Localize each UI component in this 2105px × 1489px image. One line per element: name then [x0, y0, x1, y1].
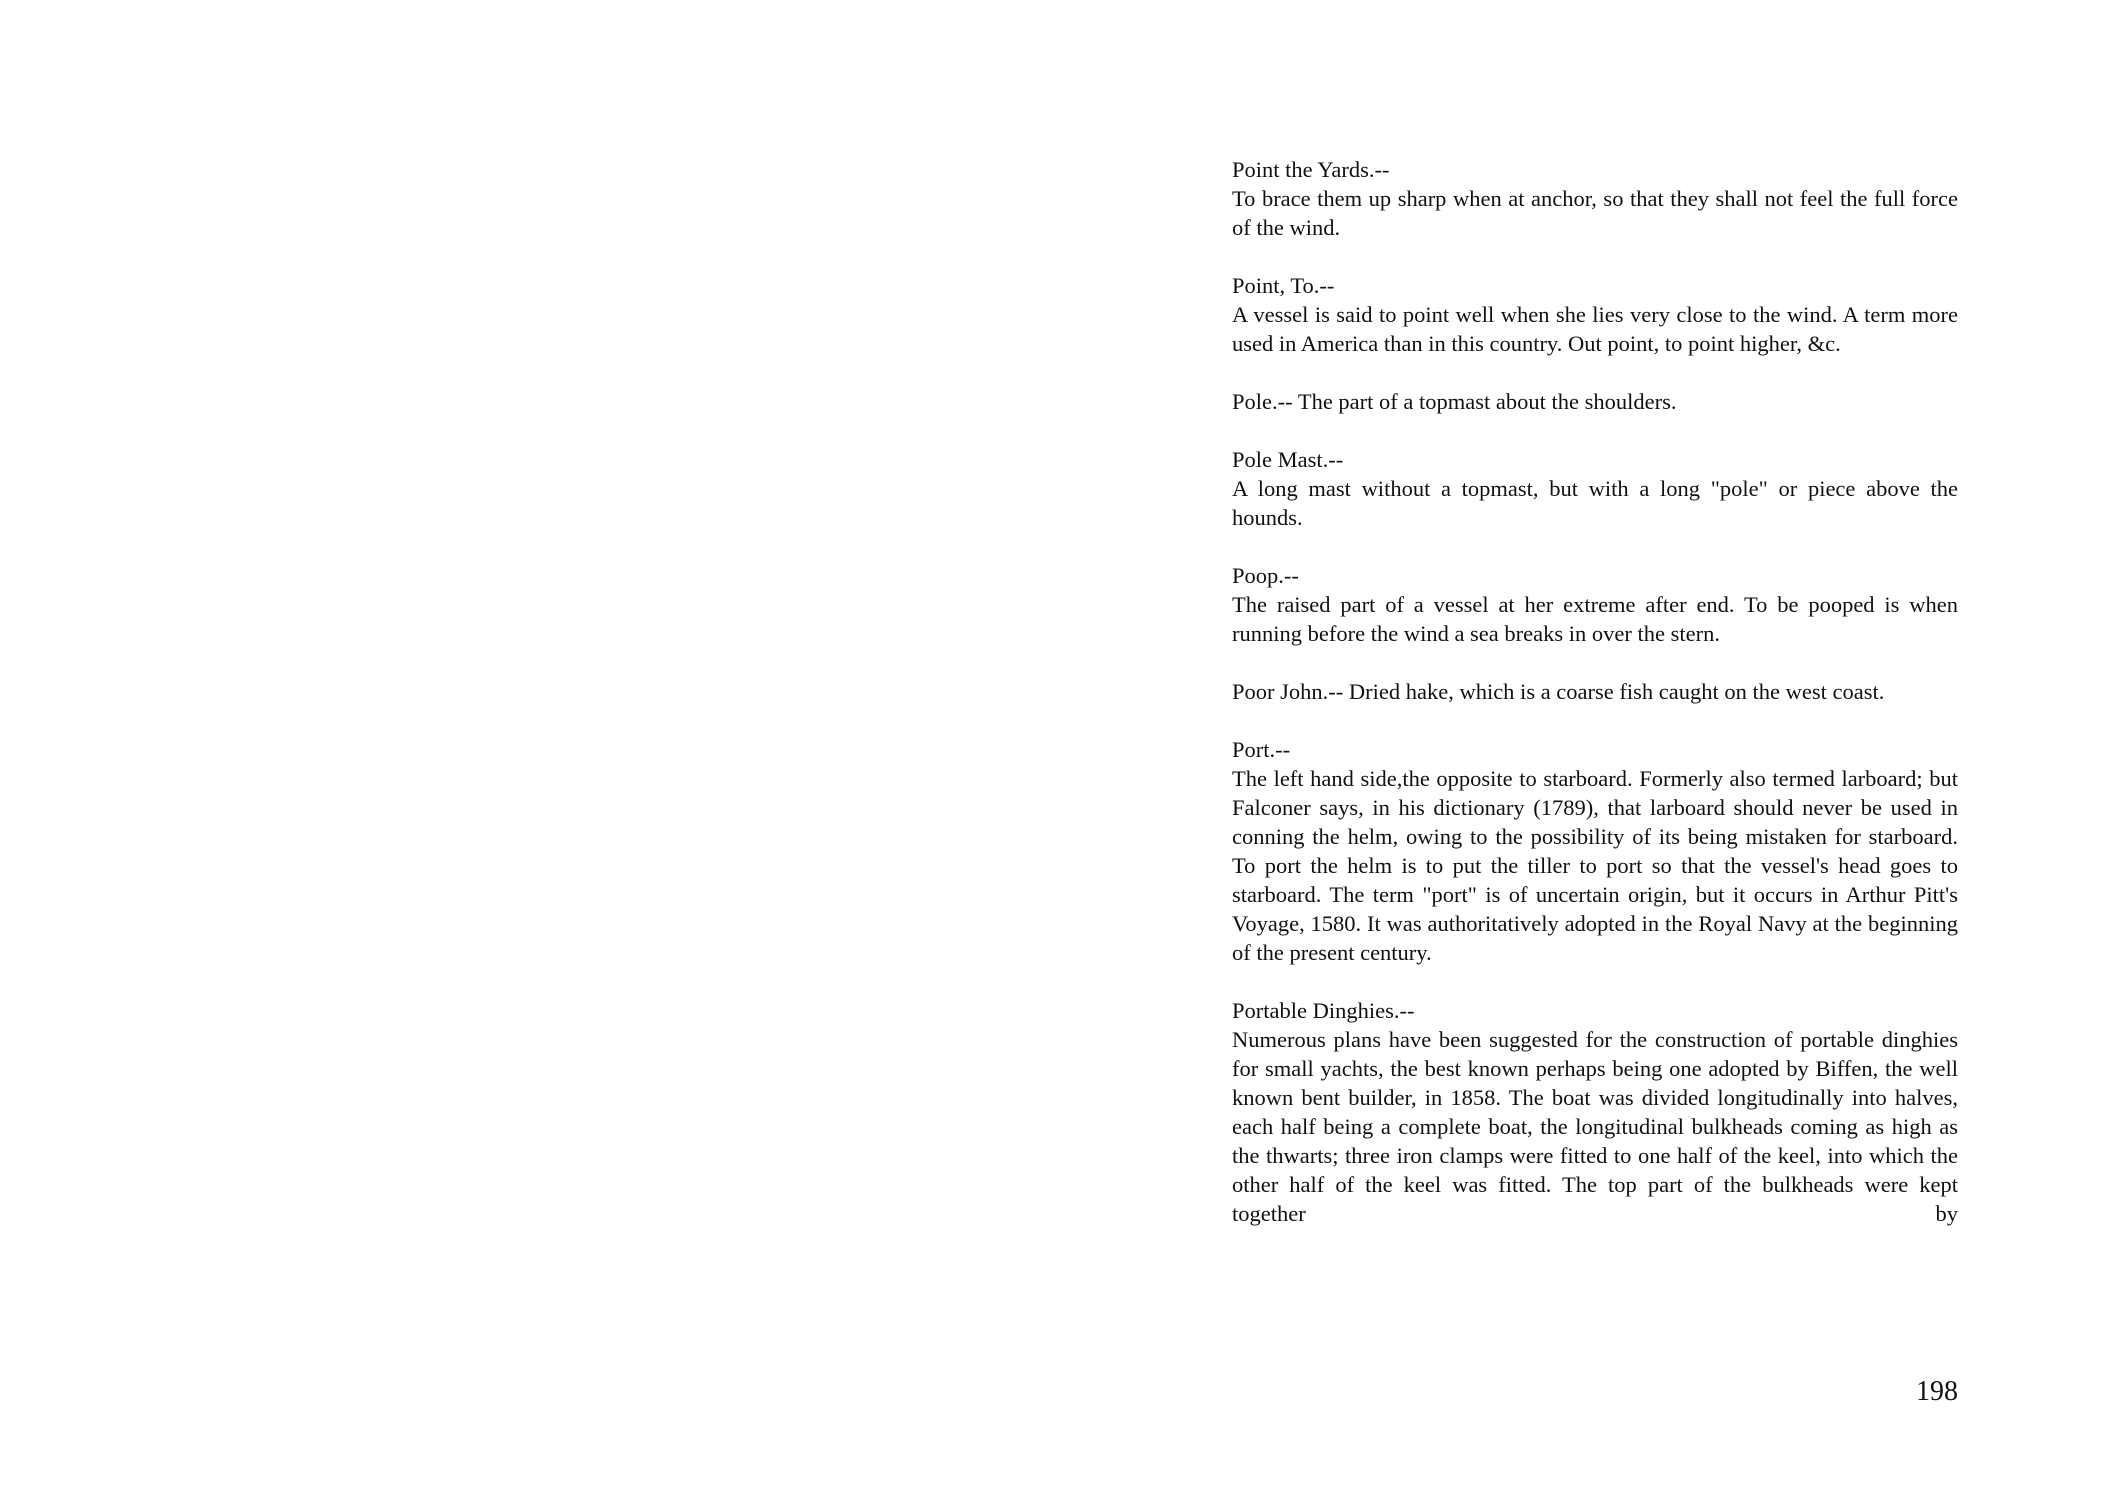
entry-pole-mast	[1232, 445, 1958, 532]
entry-heading: Pole Mast.--	[1232, 447, 1344, 472]
entry-pole	[1232, 387, 1958, 416]
entry-heading: Poop.--	[1232, 563, 1299, 588]
entry-poop	[1232, 561, 1958, 648]
entry-definition: A long mast without a topmast, but with a long "pole" or piece above the hounds.	[1232, 476, 1958, 530]
entry-port	[1232, 735, 1958, 967]
entry-portable-dinghies	[1232, 996, 1958, 1228]
entry-poor-john	[1232, 677, 1958, 706]
page-number: 198	[1916, 1376, 1958, 1407]
entry-heading: Point, To.--	[1232, 273, 1335, 298]
entry-inline-text: Pole.-- The part of a topmast about the shoulders.	[1232, 389, 1677, 414]
entry-heading: Portable Dinghies.--	[1232, 998, 1415, 1023]
entry-inline-text: Poor John.-- Dried hake, which is a coarse fish caught on the west coast.	[1232, 679, 1885, 704]
blank-left-page	[0, 0, 1052, 1489]
entry-definition: The raised part of a vessel at her extreme after end. To be pooped is when running before the wind a sea breaks in over the stern.	[1232, 592, 1958, 646]
entry-definition: A vessel is said to point well when she lies very close to the wind. A term more used in America than in this country. Out point, to point higher, &c.	[1232, 302, 1958, 356]
entry-heading: Port.--	[1232, 737, 1291, 762]
entry-point-to	[1232, 271, 1958, 358]
entry-point-the-yards	[1232, 155, 1958, 242]
glossary-text-column	[1232, 155, 1958, 1257]
entry-definition: To brace them up sharp when at anchor, so that they shall not feel the full force of the wind.	[1232, 186, 1958, 240]
entry-definition: Numerous plans have been suggested for the construction of portable dinghies for small yachts, the best known perhaps being one adopted by Biffen, the well known bent builder, in 1858. The boat was divided longitudinally into halves, each half being a complete boat, the longitudinal bulkheads coming as high as the thwarts; three iron clamps were fitted to one half of the keel, into which the other half of the keel was fitted. The top part of the bulkheads were kept together by	[1232, 1027, 1958, 1226]
entry-heading: Point the Yards.--	[1232, 157, 1390, 182]
entry-definition: The left hand side,the opposite to starboard. Formerly also termed larboard; but Falconer says, in his dictionary (1789), that larboard should never be used in conning the helm, owing to the possibility of its being mistaken for starboard. To port the helm is to put the tiller to port so that the vessel's head goes to starboard. The term "port" is of uncertain origin, but it occurs in Arthur Pitt's Voyage, 1580. It was authoritatively adopted in the Royal Navy at the beginning of the present century.	[1232, 766, 1958, 965]
